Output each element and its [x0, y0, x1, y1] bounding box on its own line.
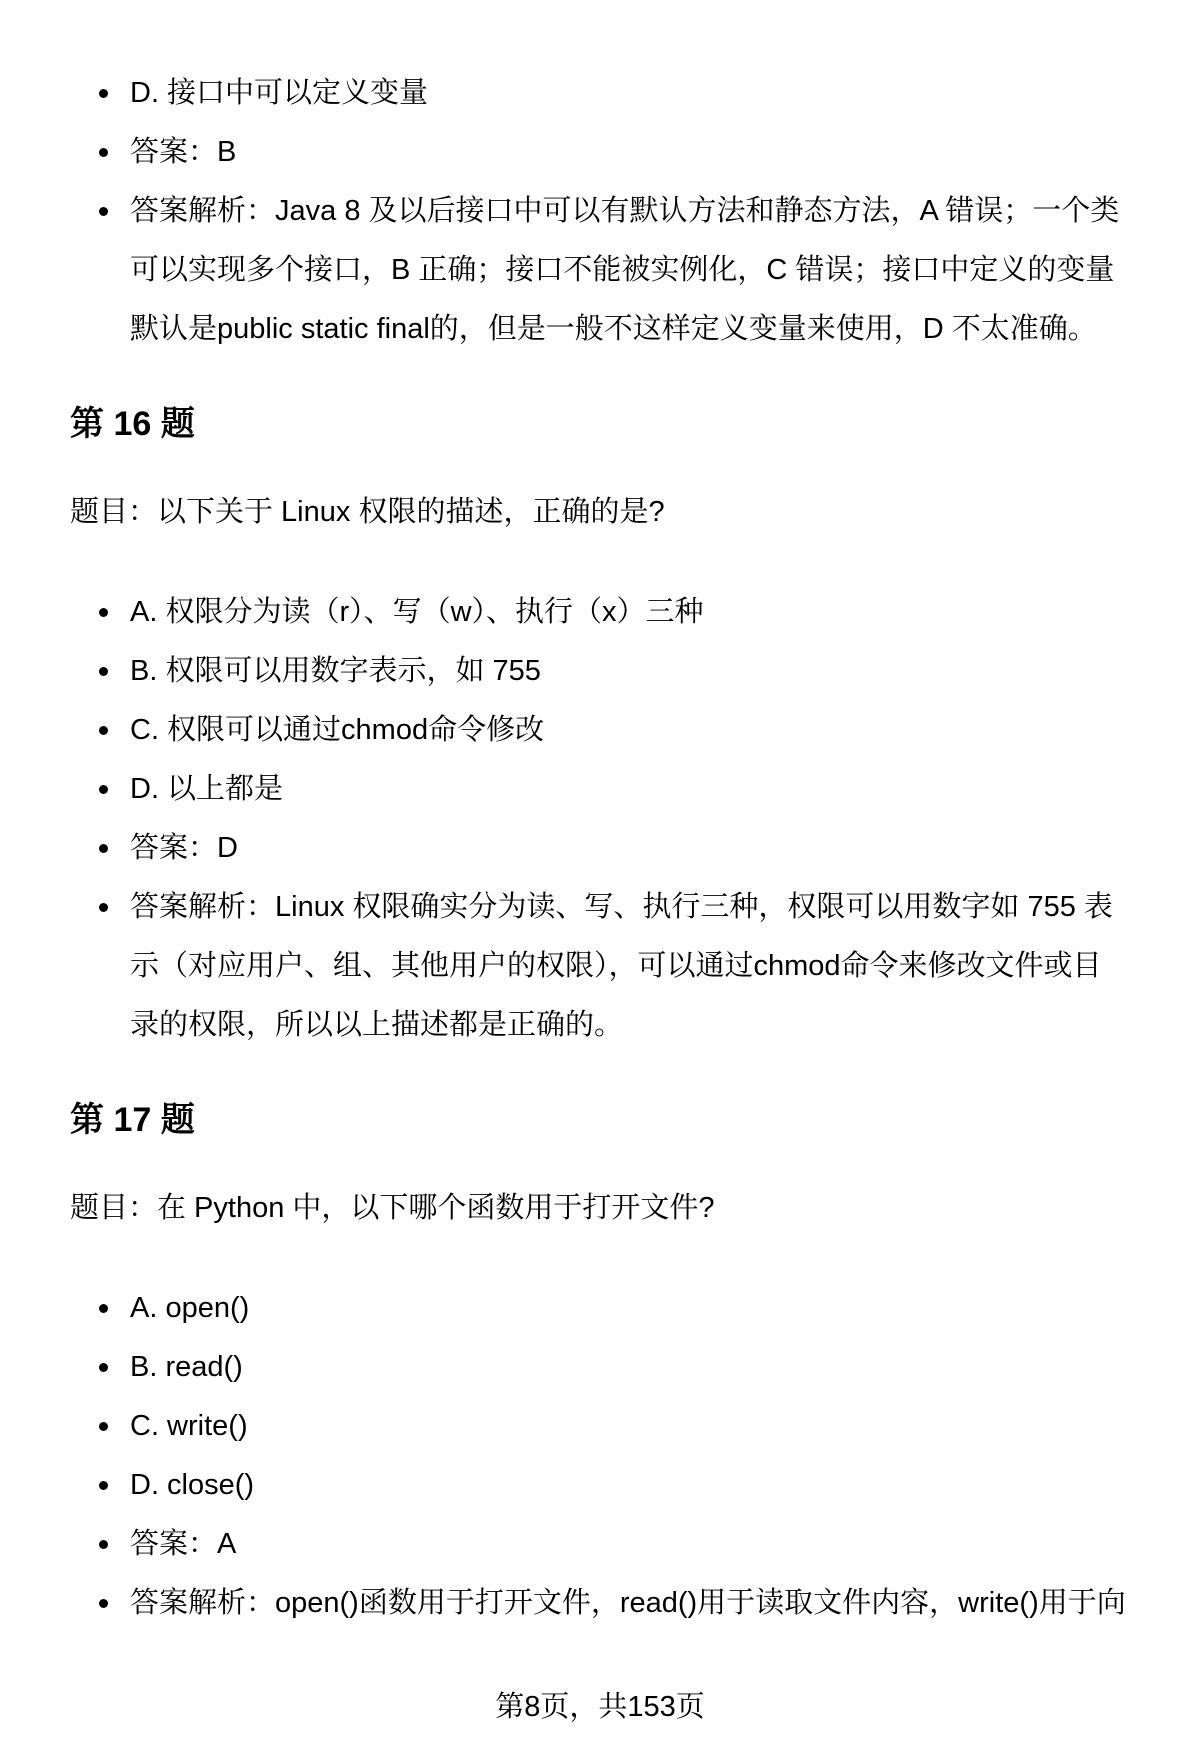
list-item: [70, 701, 1130, 760]
list-item-line: B. read(): [130, 1351, 243, 1383]
question-16-prompt: 题目：以下关于 Linux 权限的描述，正确的是?: [70, 496, 665, 528]
list-item: [70, 1338, 1130, 1397]
list-item-line: D. close(): [130, 1469, 255, 1501]
list-item-line: 答案：D: [130, 832, 238, 864]
list-item-line: A. open(): [130, 1292, 250, 1324]
list-item: [70, 819, 1130, 878]
list-item-line: 答案解析：Linux 权限确实分为读、写、执行三种，权限可以用数字如 755 表: [130, 891, 1113, 923]
list-item: [70, 64, 1130, 123]
list-item-line: B. 权限可以用数字表示，如 755: [130, 655, 541, 687]
question-16-heading: 第 16 题: [70, 405, 195, 443]
list-item: [70, 642, 1130, 701]
question-17-heading: 第 17 题: [70, 1101, 195, 1139]
list-item-line: C. write(): [130, 1410, 248, 1442]
question-17-options-list: [70, 1279, 1130, 1633]
list-item-line: D. 以上都是: [130, 773, 284, 805]
list-item-line: C. 权限可以通过chmod命令修改: [130, 714, 545, 746]
list-item-line: D. 接口中可以定义变量: [130, 77, 429, 109]
list-item-line: 答案：A: [130, 1528, 237, 1560]
list-item-line: 默认是public static final的，但是一般不这样定义变量来使用，D 不太准确。: [130, 313, 1097, 345]
list-item: [70, 1279, 1130, 1338]
list-item-line: 答案：B: [130, 136, 237, 168]
list-item: [70, 1397, 1130, 1456]
list-item-line: A. 权限分为读（r）、写（w）、执行（x）三种: [130, 596, 704, 628]
list-item-line: 答案解析：open()函数用于打开文件，read()用于读取文件内容，write()用于向: [130, 1587, 1126, 1619]
question-17-prompt: 题目：在 Python 中，以下哪个函数用于打开文件?: [70, 1192, 715, 1224]
list-item-line: 录的权限，所以以上描述都是正确的。: [130, 1009, 624, 1041]
list-item: [70, 182, 1130, 359]
page-content: [0, 64, 1200, 1633]
list-item: [70, 123, 1130, 182]
question-16-options-list: [70, 583, 1130, 1055]
list-item-line: 答案解析：Java 8 及以后接口中可以有默认方法和静态方法，A 错误；一个类: [130, 195, 1120, 227]
page-number-footer: 第8页，共153页: [495, 1691, 705, 1723]
list-item-line: 可以实现多个接口，B 正确；接口不能被实例化，C 错误；接口中定义的变量: [130, 254, 1115, 286]
list-item: [70, 1574, 1130, 1633]
list-item: [70, 1515, 1130, 1574]
list-item: [70, 760, 1130, 819]
list-item-line: 示（对应用户、组、其他用户的权限），可以通过chmod命令来修改文件或目: [130, 950, 1102, 982]
list-item: [70, 878, 1130, 1055]
question-15-answer-list: [70, 64, 1130, 359]
list-item: [70, 583, 1130, 642]
list-item: [70, 1456, 1130, 1515]
